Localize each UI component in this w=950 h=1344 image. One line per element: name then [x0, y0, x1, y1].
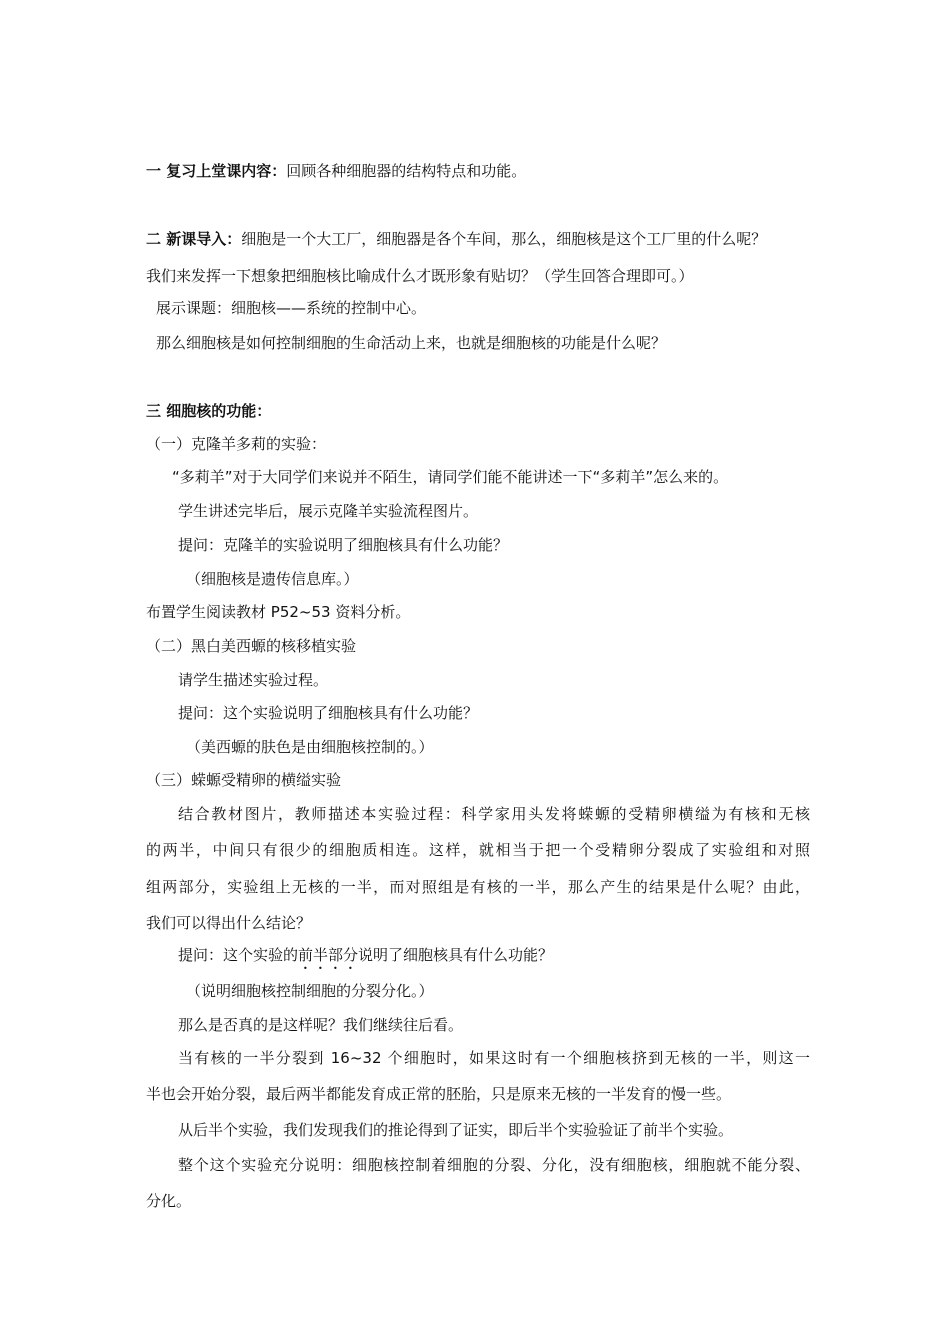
- part3-question: [178, 945, 850, 973]
- section2-line4: 那么细胞核是如何控制细胞的生命活动上来，也就是细胞核的功能是什么呢？: [156, 334, 667, 352]
- part3-p1-line2: 的两半，中间只有很少的细胞质相连。这样，就相当于把一个受精卵分裂成了实验组和对照: [146, 841, 810, 859]
- section1-line: [146, 161, 850, 181]
- part3-p2: 那么是否真的是这样呢？我们继续往后看。: [178, 1016, 464, 1034]
- part1-p3: 提问：克隆羊的实验说明了细胞核具有什么功能？: [178, 536, 509, 554]
- section1-label: 一 复习上堂课内容：: [146, 162, 287, 180]
- part3-question-pre: 提问：这个实验的: [178, 946, 299, 964]
- part3-title: （三）蝾螈受精卵的横缢实验: [146, 771, 342, 789]
- part3-p4: 从后半个实验，我们发现我们的推论得到了证实，即后半个实验验证了前半个实验。: [178, 1121, 734, 1139]
- section3-heading: 三 细胞核的功能：: [146, 402, 272, 420]
- part2-title: （二）黑白美西螈的核移植实验: [146, 637, 357, 655]
- part3-p1-line1: 结合教材图片，教师描述本实验过程：科学家用头发将蝾螈的受精卵横缢为有核和无核: [178, 805, 810, 823]
- part3-p3-line1: 当有核的一半分裂到 16~32 个细胞时，如果这时有一个细胞核挤到无核的一半，则这一: [178, 1049, 810, 1067]
- part3-answer: （说明细胞核控制细胞的分裂分化。）: [186, 982, 434, 1000]
- part3-p3-line2: 半也会开始分裂，最后两半都能发育成正常的胚胎，只是原来无核的一半发育的慢一些。: [146, 1085, 732, 1103]
- part3-p5-line1: 整个这个实验充分说明：细胞核控制着细胞的分裂、分化，没有细胞核，细胞就不能分裂、: [178, 1156, 810, 1174]
- part3-question-emphasis: 前半部分: [298, 946, 359, 964]
- part3-p1-line4: 我们可以得出什么结论？: [146, 914, 312, 932]
- section2-text: 细胞是一个大工厂，细胞器是各个车间，那么，细胞核是这个工厂里的什么呢？: [241, 230, 767, 248]
- part2-p1: 请学生描述实验过程。: [178, 671, 329, 689]
- part1-title: （一）克隆羊多莉的实验：: [146, 435, 327, 453]
- part1-p1: “多莉羊”对于大同学们来说并不陌生，请同学们能不能讲述一下“多莉羊”怎么来的。: [172, 468, 729, 486]
- part3-p1-line3: 组两部分，实验组上无核的一半，而对照组是有核的一半，那么产生的结果是什么呢？由此，: [146, 878, 810, 896]
- section2-line2: 我们来发挥一下想象把细胞核比喻成什么才既形象有贴切？（学生回答合理即可。）: [146, 267, 694, 285]
- section2-line1: [146, 229, 850, 249]
- section2-label: 二 新课导入：: [146, 230, 242, 248]
- part3-p5-line2: 分化。: [146, 1192, 192, 1210]
- part1-p2: 学生讲述完毕后，展示克隆羊实验流程图片。: [178, 502, 479, 520]
- section1-text: 回顾各种细胞器的结构特点和功能。: [286, 162, 527, 180]
- part2-p3: （美西螈的肤色是由细胞核控制的。）: [186, 738, 434, 756]
- section2-line3: 展示课题：细胞核——系统的控制中心。: [156, 299, 427, 317]
- part1-p5: 布置学生阅读教材 P52~53 资料分析。: [146, 603, 411, 621]
- part1-p4: （细胞核是遗传信息库。）: [186, 570, 359, 588]
- part3-question-post: 说明了细胞核具有什么功能？: [358, 946, 554, 964]
- part2-p2: 提问：这个实验说明了细胞核具有什么功能？: [178, 704, 479, 722]
